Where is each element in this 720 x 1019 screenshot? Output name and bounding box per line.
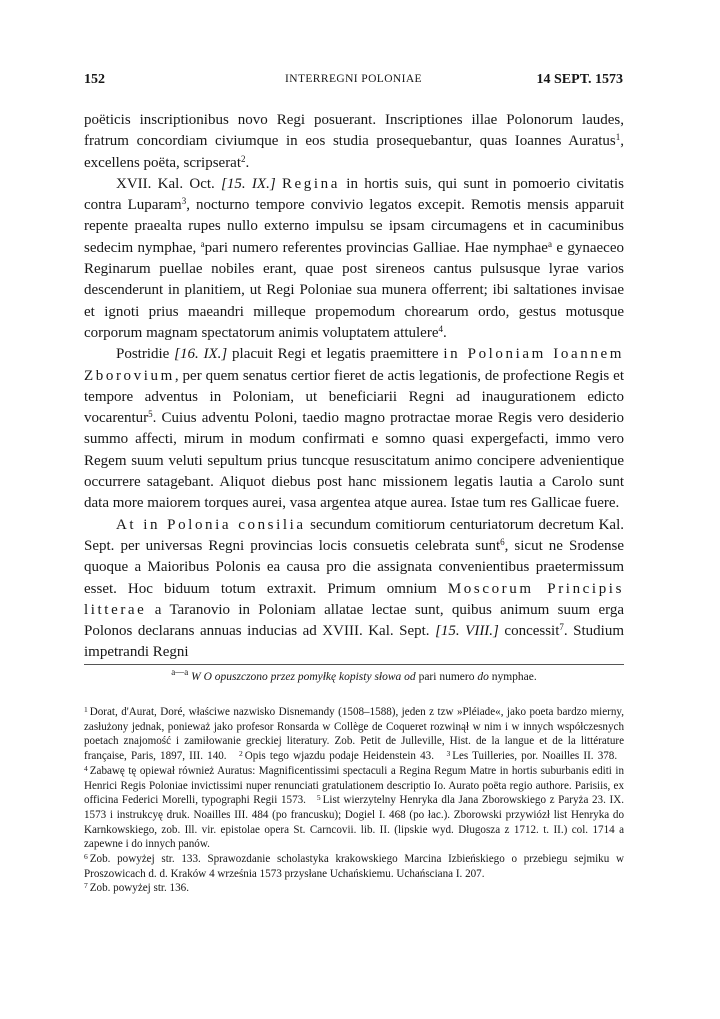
footnote <box>84 881 624 896</box>
text: , excellens poëta, scripserat <box>84 133 624 171</box>
footnote-ref-2: 2 <box>241 153 246 164</box>
text: pari numero referentes provincias Galliae. Hae nymphae <box>204 239 548 256</box>
text: . <box>442 324 447 341</box>
text: secundum comitiorum centuriatorum decretum Kal. Sept. per universas Regni provincias locis consuetis celebrata sunt <box>84 516 625 554</box>
footnote-number: 2 <box>239 749 243 759</box>
footnote-text: Opis tego wjazdu podaje Heidenstein 43. <box>244 750 434 763</box>
text: , nocturno tempore convivio legatos excepit. Remotis mensis apparuit repente praealta rupes nullo externo impulsu se ipsam circumagens et in cacuminibus sedecim nymphae, <box>84 197 624 256</box>
footnote-ref-1: 1 <box>615 132 621 143</box>
text: in hortis suis, qui sunt in pomoerio civitatis contra Luparam <box>84 175 624 214</box>
text: poëticis inscriptionibus novo Regi posuerant. Inscriptiones illae Polonorum laudes, fratrum concordiam civiumque in eos studia prosequebantur, quas Ioannes Auratus <box>84 112 624 150</box>
footnote-number: 1 <box>84 705 88 714</box>
critical-note-text: pari numero <box>415 671 478 683</box>
footnote-number: 3 <box>446 749 451 759</box>
critical-apparatus <box>84 667 624 683</box>
footnote-ref-5: 5 <box>148 409 153 420</box>
footnote-ref-4: 4 <box>438 323 443 334</box>
critical-marker: a <box>200 238 205 249</box>
editorial-date: [15. VIII.] <box>435 623 499 640</box>
text: Postridie <box>116 346 175 363</box>
paragraph-2 <box>84 174 624 344</box>
text: e gynaeceo Reginarum puellae nobiles erant, quae post sireneos cantus pulsusque lyrae varios descenderunt in planitiem, ut Regi Poloniae sua munera offerrent; ibi saltationes invisae et ignoti prius maeandri milleque propemodum chorearum ordo, gestus motusque corporum magnam spectatorum animis voluptatem attulere <box>84 239 625 341</box>
editorial-date: [15. IX.] <box>221 175 276 192</box>
footnote-text: Dorat, d'Aurat, Doré, właściwe nazwisko Disnemandy (1508–1588), jeden z tzw »Pléiade«, jako poeta bardzo mierny, zasłużony jednak, ponieważ jako profesor Ronsarda w Collège de Coqueret rozwinął w nim i w innych współczesnych poetach znajomość i zamiłowanie greckiej literatury. Zob. Petit de Julleville, Hist. de la langue et de la littérature française, Paris, 1897, III. 140. <box>84 706 624 763</box>
critical-note-italic: W O opuszczono przez pomyłkę kopisty słowa od <box>191 671 416 683</box>
spaced-term: Moscorum Principis litterae <box>84 580 625 618</box>
text: XVII. Kal. Oct. <box>116 175 222 192</box>
footnote-number: 6 <box>84 852 88 862</box>
critical-marker: a <box>547 238 552 249</box>
running-header <box>84 72 623 92</box>
footnotes <box>84 705 624 896</box>
critical-note-text: nymphae. <box>488 671 537 683</box>
header-date: 14 SEPT. 1573 <box>536 72 623 87</box>
footnote <box>84 705 624 852</box>
text: placuit Regi et legatis praemittere <box>227 346 444 363</box>
paragraph-3 <box>84 344 624 514</box>
text: . <box>245 154 250 171</box>
paragraph-4 <box>84 515 624 664</box>
paragraph-1 <box>84 110 624 174</box>
editorial-date: [16. IX.] <box>174 346 228 363</box>
text: . Cuius adventu Poloni, taedio magno protractae morae Regis vero desiderio summo affecti, mirum in modum confirmati e somno quasi expergefacti, immo vero Regem suum veluti sepultum prius tuncque resuscitatum animo concipere advenientique occurrere satagebant. Aliquot diebus post hanc missionem legatis lautia a Carolo sunt data more maiorem torques aurei, vasa argentea atque aurea. Istae tum res Gallicae fuere. <box>84 410 624 512</box>
spaced-term: in Poloniam Ioannem Zborovium <box>84 346 624 384</box>
text: concessit <box>498 623 560 640</box>
text: , sicut ne Srodense quoque a Maioribus Polonis ea causa pro die assignata convenientibus praetermissum esset. Hoc biduum totum extraxit. Primum omnium <box>84 537 624 597</box>
footnote-number: 4 <box>84 763 88 773</box>
footnote-number: 7 <box>84 881 88 891</box>
footnote <box>84 852 624 881</box>
footnote-text: Zob. powyżej str. 133. Sprawozdanie scholastyka krakowskiego Marcina Izbieńskiego o przebiegu sejmiku w Proszowicach d. d. Kraków 4 września 1573 przysłane Uchańskiemu. Uchańsciana I. 207. <box>84 853 624 880</box>
main-text <box>84 110 624 664</box>
text: . Studium impetrandi Regni <box>84 623 625 661</box>
footnote-text: Les Tuilleries, por. Noailles II. 378. <box>452 750 618 763</box>
footnote-ref-7: 7 <box>559 622 564 633</box>
footnote-text: Zabawę tę opiewał również Auratus: Magnificentissimi spectaculi a Regina Regum Matre in hortis suburbanis editi in Henrici Regis Poloniae invictissimi nuper renunciati gratulationem descriptio Io. Aurato poëta regio authore. Parisiis, ex officina Federici Morelli, typographi Regii 1573. <box>84 764 624 807</box>
separator-rule <box>84 664 624 665</box>
footnote-number: 5 <box>316 793 321 803</box>
footnote-text: Zob. powyżej str. 136. <box>89 882 189 895</box>
footnote-ref-6: 6 <box>500 536 505 547</box>
page-number: 152 <box>84 72 105 87</box>
text: , per quem senatus certior fieret de actis legationis, de profectione Regis et tempore adventus in Poloniam, ut beneficiarii Regni ad inaugurationem edicto vocarentur <box>84 367 624 427</box>
text: a Taranovio in Poloniam allatae lectae sunt, quibus animum suum erga Polonos declarans annuas inducias ad XVIII. Kal. Sept. <box>84 601 624 640</box>
critical-marker: a—a <box>171 667 189 677</box>
spaced-term: At in Polonia consilia <box>116 516 306 533</box>
footnote-ref-3: 3 <box>181 196 187 207</box>
running-title: INTERREGNI POLONIAE <box>285 73 422 85</box>
spaced-term: Regina <box>281 175 341 192</box>
critical-note-italic: do <box>477 671 489 683</box>
footnote-text: List wierzytelny Henryka dla Jana Zborowskiego z Paryża 23. IX. 1573 i instrukcyę druk. Noailles III. 484 (po francusku); Dogiel I. 468 (po łac.). Zborowski przywiózł list Henryka do Karnkowskiego, zob. Ill. vir. epistolae opera St. Carncovii. lib. II. (lipskie wyd. Długosza z 1712. t. II.) col. 1714 a zapewne i do innych panów. <box>84 794 624 851</box>
